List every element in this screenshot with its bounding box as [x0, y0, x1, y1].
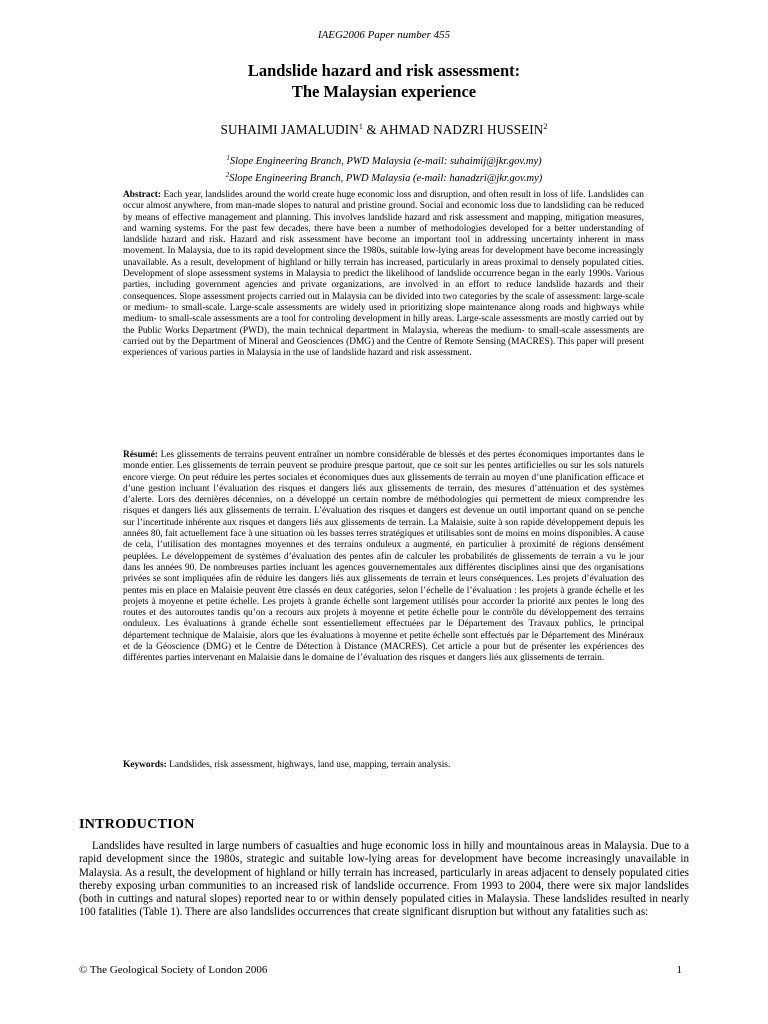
keywords-paragraph — [123, 760, 644, 771]
author-2-name: AHMAD NADZRI HUSSEIN — [379, 122, 544, 137]
abstract-paragraph — [123, 190, 644, 359]
introduction-heading: INTRODUCTION — [79, 817, 195, 832]
affiliation-1 — [0, 152, 768, 169]
introduction-paragraph: Landslides have resulted in large numbers of casualties and huge economic loss in hilly and mountainous areas in Malaysia. Due to a rapid development since the 1980s, strategic and suitable low-lying areas for development have become increasingly unavailable in Malaysia. As a result, the development of highland or hilly terrain has increased, particularly in areas adjacent to densely populated cities thereby exposing urban communities to an increased risk of landslide occurrence. From 1993 to 2004, there were six major landslides (both in cuttings and natural slopes) reported near to or within densely populated cities in Malaysia. These landslides resulted in nearly 100 fatalities (Table 1). There are also landslides occurrences that create significant disruption but without any fatalities such as: — [79, 840, 689, 919]
copyright-footer: © The Geological Society of London 2006 — [79, 964, 268, 976]
author-2-superscript: 2 — [543, 122, 548, 131]
affiliation-1-superscript: 1 — [226, 154, 230, 162]
keywords-label: Keywords: — [123, 760, 167, 770]
author-1-superscript: 1 — [358, 122, 363, 131]
affiliations — [0, 152, 768, 185]
title-line-2: The Malaysian experience — [291, 82, 477, 101]
author-list — [0, 122, 768, 138]
affiliation-2-text: Slope Engineering Branch, PWD Malaysia (e-mail: hanadzri@jkr.gov.my) — [229, 172, 543, 184]
author-separator: & — [362, 122, 380, 137]
resume-text: Les glissements de terrains peuvent entraîner un nombre considérable de blessés et des pertes économiques importantes dans le monde entier. Les glissements de terrain peuvent se produire presque partout, que ce soit sur les pentes artificielles ou sur les sols naturels encore vierge. On peut réduire les pertes sociales et économiques dues aux glissements de terrain au moyen d’une planification efficace et d’une gestion incluant l’évaluation des risques et dangers liés aux glissements de terrain, des mesures d’atténuation et des systèmes d’alerte. Lors des dernières décennies, on a développé un certain nombre de méthodologies qui permettent de mieux comprendre les risques et dangers liés aux glissements de terrain. L’évaluation des risques et dangers est devenue un outil important quand on se penche sur l’incertitude inhérente aux risques et dangers liés aux glissements de terrain. La Malaisie, suite à son rapide développement depuis les années 80, fait actuellement face à une situation où les basses terres stratégiques et utilisables sont de moins en moins disponibles. A cause de cela, l’utilisation des montagnes moyennes et des terrains onduleux a augmenté, en particulier à proximité de régions densément peuplées. Le développement de systèmes d’évaluation des pentes afin de calculer les probabilités de glissements de terrain a vu le jour dans les années 90. De nombreuses parties incluant les agences gouvernementales aux différentes disciplines ainsi que des organisations privées se sont impliquées afin de réduire les dangers liés aux glissements de terrain et leurs conséquences. Les projets d’évaluation des pentes mis en place en Malaisie peuvent être classés en deux catégories, selon l’échelle de l’évaluation : les projets à grande échelle et les projets à moyenne et petite échelle. Les projets à grande échelle sont largement utilisés pour accorder la priorité aux pentes le long des routes et des autoroutes tandis qu’on a recours aux projets à moyenne et petite échelle pour le contrôle du développement des terrains onduleux. Les évaluations à grande échelle sont essentiellement effectuées par le Département des Travaux publics, le principal département technique de Malaisie, alors que les évaluations à moyenne et petite échelle sont effectués par le Département des Minéraux et de la Géoscience (DMG) et le Centre de Détection à Distance (MACRES). Cet article a pour but de présenter les expériences des différentes parties intervenant en Malaisie dans le domaine de l’évaluation des risques et dangers liés aux glissements de terrain. — [123, 450, 644, 664]
paper-number-header: IAEG2006 Paper number 455 — [317, 29, 451, 41]
resume-label: Résumé: — [123, 450, 158, 460]
paper-title — [0, 60, 768, 102]
page-number: 1 — [676, 964, 682, 976]
abstract-label: Abstract: — [123, 190, 162, 200]
affiliation-2 — [0, 169, 768, 186]
keywords-text: Landslides, risk assessment, highways, land use, mapping, terrain analysis. — [166, 760, 451, 770]
abstract-text: Each year, landslides around the world create huge economic loss and disruption, and often result in loss of life. Landslides can occur almost anywhere, from man-made slopes to natural and pristine ground. Social and economic loss due to landsliding can be reduced by means of effective management and planning. This involves landslide hazard and risk assessment and mapping, mitigation measures, and warning systems. For the past few decades, there have been a number of methodologies developed for a better understanding of landslide hazard and risk. Hazard and risk assessment have become an important tool in addressing uncertainty inherent in mass movement. In Malaysia, due to its rapid development since the 1980s, suitable low-lying areas for development have become increasingly unavailable. As a result, development of highland or hilly terrain has increased, particularly in areas proximal to densely populated cities. Development of slope assessment systems in Malaysia to predict the likelihood of landslide occurrence began in the early 1990s. Various parties, including government agencies and private organizations, are involved in an effort to reduce landslide hazards and their consequences. Slope assessment projects carried out in Malaysia can be divided into two categories by the scale of assessment: large-scale or medium- to small-scale. Large-scale assessments are widely used in prioritizing slope maintenance along roads and highways while medium- to small-scale assessments are a tool for controling development in hilly areas. Large-scale assessments are mostly carried out by the Public Works Department (PWD), the main technical department in Malaysia, whereas the medium- to small-scale assessments are carried out by the Department of Mineral and Geosciences (DMG) and the Centre of Remote Sensing (MACRES). This paper will present experiences of various parties in Malaysia in the use of landslide hazard and risk assessment. — [123, 190, 644, 359]
author-1-name: SUHAIMI JAMALUDIN — [220, 122, 359, 137]
affiliation-2-superscript: 2 — [225, 170, 230, 179]
affiliation-1-text: Slope Engineering Branch, PWD Malaysia (e-mail: suhaimij@jkr.gov.my) — [229, 156, 542, 167]
title-line-1: Landslide hazard and risk assessment: — [247, 61, 521, 80]
resume-paragraph — [123, 450, 644, 665]
